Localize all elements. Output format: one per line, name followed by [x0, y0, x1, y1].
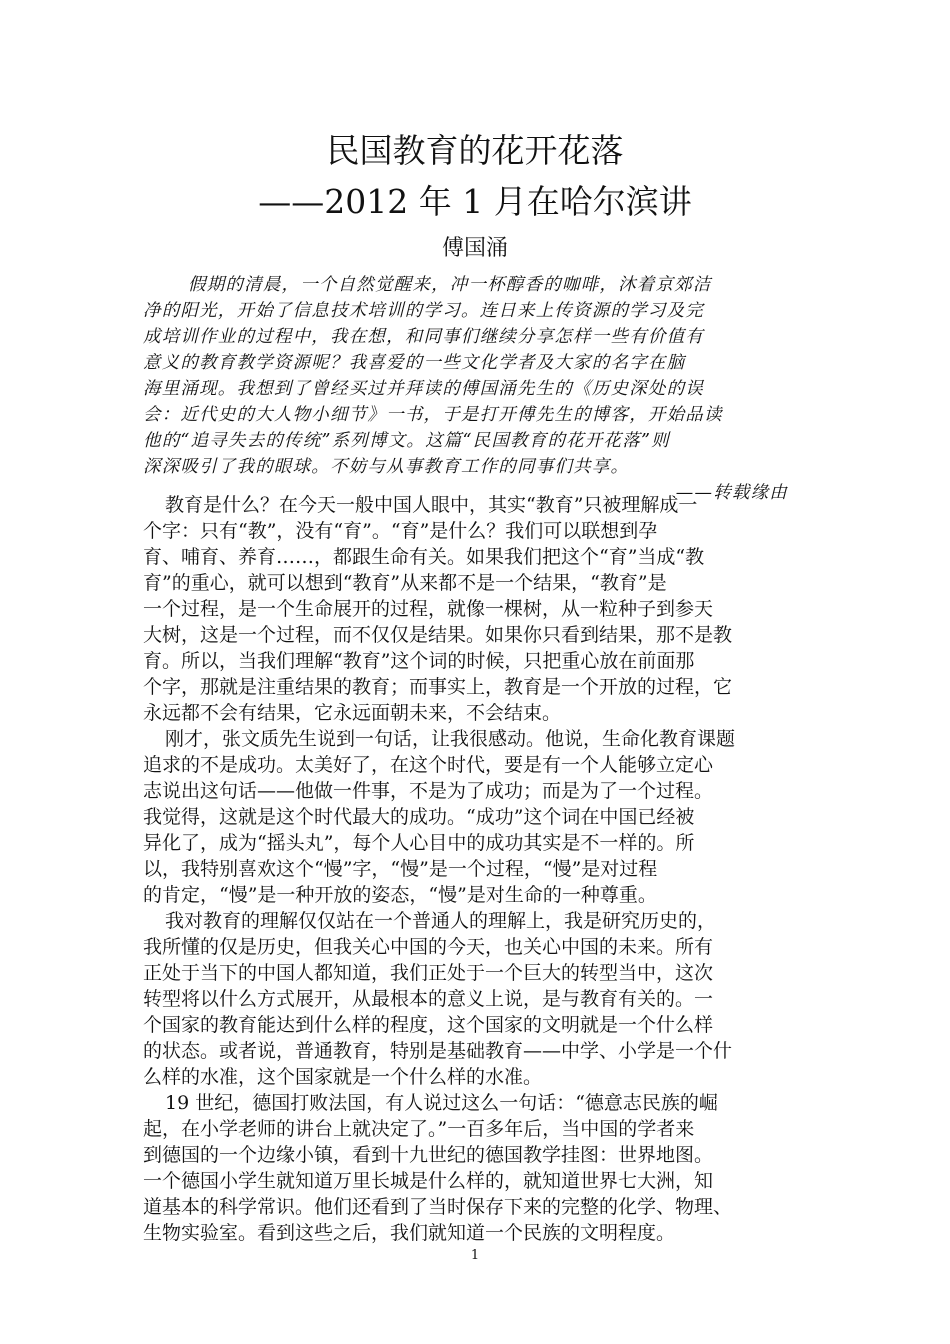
- paragraph-line: 个字：只有“教”，没有“育”。“育”是什么？我们可以联想到孕: [143, 520, 658, 542]
- paragraph-line: 大树，这是一个过程，而不仅仅是结果。如果你只看到结果，那不是教: [143, 624, 733, 646]
- paragraph-line: 到德国的一个边缘小镇，看到十九世纪的德国教学挂图：世界地图。: [143, 1144, 714, 1166]
- paragraph-line: 育、哺育、养育……，都跟生命有关。如果我们把这个“育”当成“教: [143, 546, 705, 568]
- paragraph-line: 的肯定，“慢”是一种开放的姿态，“慢”是对生命的一种尊重。: [143, 884, 657, 906]
- paragraph-line: 起，在小学老师的讲台上就决定了。”一百多年后，当中国的学者来: [143, 1118, 695, 1140]
- paragraph-line: 以，我特别喜欢这个“慢”字，“慢”是一个过程，“慢”是对过程: [143, 858, 658, 880]
- paragraph-line: 么样的水准，这个国家就是一个什么样的水准。: [143, 1066, 543, 1088]
- paragraph-line: 刚才，张文质先生说到一句话，让我很感动。他说，生命化教育课题: [165, 728, 736, 750]
- intro-line: 意义的教育教学资源呢？我喜爱的一些文化学者及大家的名字在脑: [143, 353, 686, 373]
- paragraph-line: 我觉得，这就是这个时代最大的成功。“成功”这个词在中国已经被: [143, 806, 695, 828]
- paragraph-line: 我对教育的理解仅仅站在一个普通人的理解上，我是研究历史的，: [165, 910, 717, 932]
- paragraph-line: 一个过程，是一个生命展开的过程，就像一棵树，从一粒种子到参天: [143, 598, 714, 620]
- paragraph-line: 我所懂的仅是历史，但我关心中国的今天，也关心中国的未来。所有: [143, 936, 714, 958]
- intro-line: 会：近代史的大人物小细节》一书，于是打开傅先生的博客，开始品读: [143, 405, 723, 425]
- paragraph-line: 育。所以，当我们理解“教育”这个词的时候，只把重心放在前面那: [143, 650, 695, 672]
- intro-line: 成培训作业的过程中，我在想，和同事们继续分享怎样一些有价值有: [143, 327, 704, 347]
- title-line-2: ——2012 年 1 月在哈尔滨讲: [258, 182, 692, 221]
- paragraph-line: 道基本的科学常识。他们还看到了当时保存下来的完整的化学、物理、: [143, 1196, 733, 1218]
- intro-line: 净的阳光，开始了信息技术培训的学习。连日来上传资源的学习及完: [143, 301, 704, 321]
- paragraph-line: 19 世纪，德国打败法国，有人说过这么一句话：“德意志民族的崛: [165, 1092, 718, 1114]
- paragraph-line: 转型将以什么方式展开，从最根本的意义上说，是与教育有关的。一: [143, 988, 714, 1010]
- intro-line: 假期的清晨，一个自然觉醒来，冲一杯醇香的咖啡，沐着京郊洁: [188, 275, 712, 295]
- page-number: 1: [470, 1248, 480, 1263]
- paragraph-line: 个字，那就是注重结果的教育；而事实上，教育是一个开放的过程，它: [143, 676, 733, 698]
- paragraph-line: 追求的不是成功。太美好了，在这个时代，要是有一个人能够立定心: [143, 754, 714, 776]
- intro-line: 海里涌现。我想到了曾经买过并拜读的傅国涌先生的《历史深处的误: [143, 379, 704, 399]
- paragraph-line: 生物实验室。看到这些之后，我们就知道一个民族的文明程度。: [143, 1222, 676, 1244]
- intro-line: 深深吸引了我的眼球。不妨与从事教育工作的同事们共享。: [143, 457, 630, 477]
- author: 傅国涌: [441, 236, 508, 261]
- paragraph-line: 异化了，成为“摇头丸”，每个人心目中的成功其实是不一样的。所: [143, 832, 695, 854]
- title-line-1: 民国教育的花开花落: [326, 131, 624, 170]
- paragraph-line: 个国家的教育能达到什么样的程度，这个国家的文明就是一个什么样: [143, 1014, 714, 1036]
- paragraph-line: 一个德国小学生就知道万里长城是什么样的，就知道世界七大洲，知: [143, 1170, 714, 1192]
- paragraph-line: 教育是什么？在今天一般中国人眼中，其实“教育”只被理解成一: [165, 494, 698, 516]
- paragraph-line: 志说出这句话——他做一件事，不是为了成功；而是为了一个过程。: [143, 780, 714, 802]
- body-text: [143, 492, 818, 1246]
- paragraph-line: 的状态。或者说，普通教育，特别是基础教育——中学、小学是一个什: [143, 1040, 733, 1062]
- paragraph-line: 正处于当下的中国人都知道，我们正处于一个巨大的转型当中，这次: [143, 962, 714, 984]
- paragraph-line: 育”的重心，就可以想到“教育”从来都不是一个结果，“教育”是: [143, 572, 667, 594]
- paragraph-line: 永远都不会有结果，它永远面朝未来，不会结束。: [143, 702, 562, 724]
- intro-line: 他的“追寻失去的传统”系列博文。这篇“民国教育的花开花落”则: [143, 431, 670, 451]
- intro-signature: ——转载缘由: [675, 483, 788, 503]
- intro-paragraph: [143, 272, 818, 506]
